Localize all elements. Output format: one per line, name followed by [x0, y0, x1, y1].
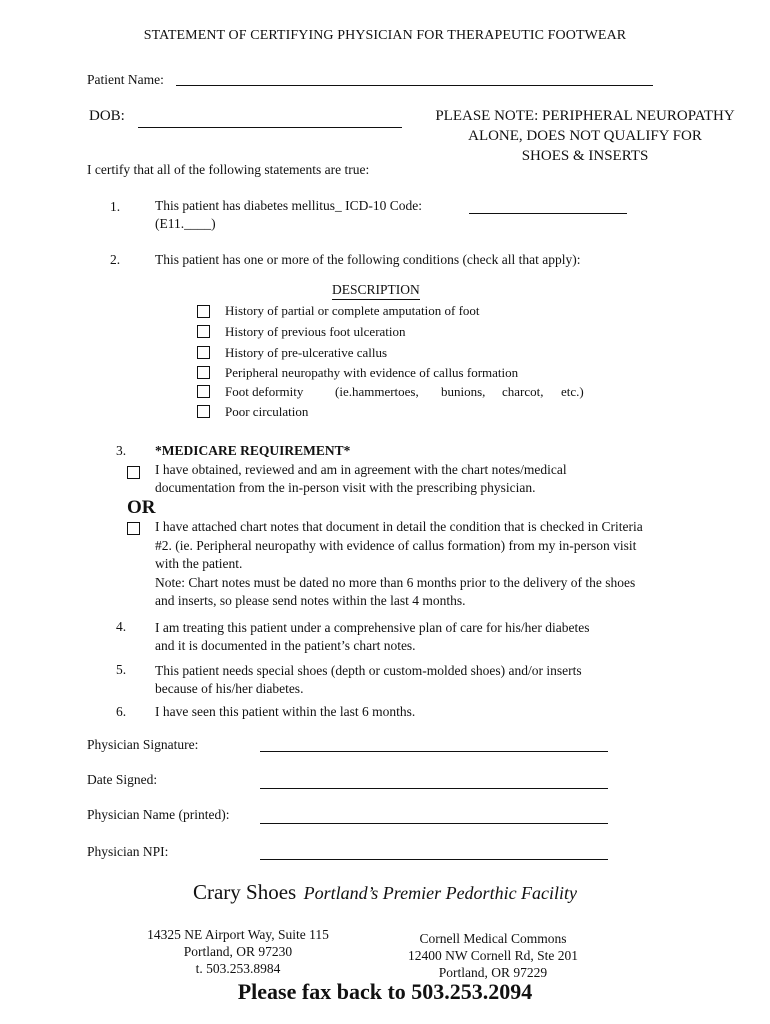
- deformity-example: (ie.hammertoes,: [335, 384, 419, 399]
- text-line: and it is documented in the patient’s chart notes.: [155, 638, 416, 653]
- address-phone: t. 503.253.8984: [195, 961, 281, 976]
- note-line: ALONE, DOES NOT QUALIFY FOR: [468, 128, 702, 144]
- neuropathy-note: [400, 106, 770, 166]
- dob-label: DOB:: [89, 108, 125, 124]
- item-2-text: This patient has one or more of the following conditions (check all that apply):: [155, 252, 581, 267]
- item-number: 3.: [116, 443, 127, 458]
- medicare-requirement-heading: *MEDICARE REQUIREMENT*: [155, 443, 351, 458]
- condition-label: Poor circulation: [225, 404, 309, 419]
- company-tagline: Portland’s Premier Pedorthic Facility: [303, 883, 578, 903]
- form-title: STATEMENT OF CERTIFYING PHYSICIAN FOR THERAPEUTIC FOOTWEAR: [143, 28, 627, 43]
- condition-label: History of partial or complete amputation of foot: [225, 303, 480, 318]
- item-1-text: [155, 198, 422, 214]
- physician-signature-input[interactable]: [260, 751, 608, 752]
- condition-checkbox-circulation[interactable]: [197, 405, 210, 418]
- text-line: documentation from the in-person visit with the prescribing physician.: [155, 480, 536, 495]
- location-cornell: [383, 930, 603, 981]
- item-number: 4.: [116, 619, 127, 634]
- note-line: SHOES & INSERTS: [521, 148, 649, 164]
- text-line: I am treating this patient under a comprehensive plan of care for his/her diabetes: [155, 620, 590, 635]
- medicare-option-a-checkbox[interactable]: [127, 466, 140, 479]
- location-airport-way: [118, 926, 358, 977]
- company-banner: [0, 880, 770, 905]
- condition-label: Peripheral neuropathy with evidence of callus formation: [225, 365, 519, 380]
- address-line: 12400 NW Cornell Rd, Ste 201: [408, 948, 578, 963]
- item-number: 2.: [110, 252, 121, 267]
- or-label: OR: [127, 497, 156, 518]
- physician-npi-label: Physician NPI:: [87, 844, 169, 859]
- company-name: Crary Shoes: [192, 880, 297, 904]
- address-line: 14325 NE Airport Way, Suite 115: [147, 927, 329, 942]
- certify-intro: I certify that all of the following statements are true:: [87, 162, 370, 177]
- physician-name-input[interactable]: [260, 823, 608, 824]
- address-line: Cornell Medical Commons: [419, 931, 567, 946]
- text-line: and inserts, so please send notes within the last 4 months.: [155, 593, 466, 608]
- physician-name-label: Physician Name (printed):: [87, 807, 230, 822]
- condition-checkbox-callus[interactable]: [197, 346, 210, 359]
- date-signed-input[interactable]: [260, 788, 608, 789]
- condition-checkbox-ulceration[interactable]: [197, 325, 210, 338]
- icd10-code-prefix: (E11.____): [155, 216, 216, 231]
- item-4-text: [155, 619, 589, 655]
- patient-name-field: [87, 72, 164, 88]
- item-number: 1.: [110, 199, 121, 214]
- medicare-option-b-text: [155, 518, 643, 611]
- patient-name-input[interactable]: [176, 85, 653, 86]
- medicare-option-b-checkbox[interactable]: [127, 522, 140, 535]
- description-heading: DESCRIPTION: [332, 282, 420, 300]
- text-line: with the patient.: [155, 556, 243, 571]
- deformity-example: charcot,: [502, 384, 544, 399]
- condition-checkbox-deformity[interactable]: [197, 385, 210, 398]
- address-line: Portland, OR 97230: [183, 944, 293, 959]
- text-line: I have obtained, reviewed and am in agreement with the chart notes/medical: [155, 462, 567, 477]
- item-6-text: I have seen this patient within the last 6 months.: [155, 704, 416, 719]
- condition-label: History of previous foot ulceration: [225, 324, 406, 339]
- fax-instruction: Please fax back to 503.253.2094: [237, 979, 533, 1004]
- text-line: #2. (ie. Peripheral neuropathy with evidence of callus formation) from my in-person visit: [155, 537, 637, 553]
- patient-name-label: Patient Name:: [87, 72, 164, 87]
- item-number: 5.: [116, 662, 127, 677]
- item-number: 6.: [116, 704, 127, 719]
- icd10-code-input[interactable]: [469, 213, 627, 214]
- condition-checkbox-amputation[interactable]: [197, 305, 210, 318]
- address-line: Portland, OR 97229: [438, 965, 548, 980]
- date-signed-label: Date Signed:: [87, 772, 158, 787]
- text-line: I have attached chart notes that document in detail the condition that is checked in Criteria: [155, 519, 643, 534]
- medicare-option-a-text: [155, 462, 567, 496]
- dob-input[interactable]: [138, 127, 402, 128]
- text-line: because of his/her diabetes.: [155, 681, 304, 696]
- condition-label: Foot deformity: [225, 384, 304, 399]
- item-1-statement: This patient has diabetes mellitus_ ICD-10 Code:: [155, 198, 422, 213]
- deformity-example: bunions,: [441, 384, 486, 399]
- text-line: Note: Chart notes must be dated no more than 6 months prior to the delivery of the shoes: [155, 574, 636, 590]
- physician-npi-input[interactable]: [260, 859, 608, 860]
- condition-label: History of pre-ulcerative callus: [225, 345, 388, 360]
- item-5-text: [155, 662, 582, 698]
- condition-checkbox-neuropathy[interactable]: [197, 366, 210, 379]
- note-line: PLEASE NOTE: PERIPHERAL NEUROPATHY: [435, 108, 735, 124]
- text-line: This patient needs special shoes (depth or custom-molded shoes) and/or inserts: [155, 663, 582, 678]
- physician-signature-label: Physician Signature:: [87, 737, 199, 752]
- deformity-example: etc.): [561, 384, 584, 399]
